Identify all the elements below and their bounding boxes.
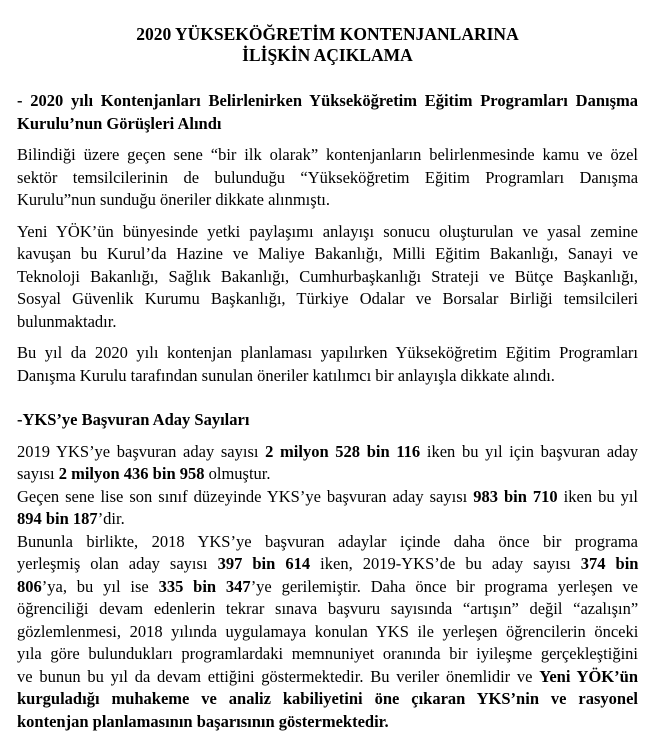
paragraph-line: bulunmaktadır. [17,311,117,331]
section-heading-advisory-board [17,90,638,135]
paragraph-line-bold: kontenjan planlamasının başarısının göstermektedir. [17,711,389,731]
paragraph-line: öğrenciliği devam edenlerin tekrar sınava başvuru sayısında “artışın” değil “azalışın” [17,599,639,618]
paragraph-line: 806’ya, bu yıl ise 335 bin 347’ye gerilemiştir. Daha önce bir programa yerleşen ve [17,576,638,596]
stat-2019-applicants: 2 milyon 528 bin 116 [265,441,421,461]
paragraph-applicant-statistics [17,441,638,734]
paragraph-line-bold: kurguladığı muhakeme ve analiz kabiliyetini öne çıkaran YKS’nin ve rasyonel [17,689,638,708]
paragraph-line: Bununla birlikte, 2018 YKS’ye başvuran adaylar içinde daha önce bir programa [17,531,638,551]
stat-placed-2020: 335 bin 347 [158,576,251,596]
paragraph-line: Bilindiği üzere geçen sene “bir ilk olarak” kontenjanların belirlenmesinde kamu ve özel [17,145,638,164]
paragraph-line: kavuşan bu Kurul’da Hazine ve Maliye Bakanlığı, Milli Eğitim Bakanlığı, Sanayi ve [17,244,638,263]
paragraph-line: Danışma Kurulu tarafından sunulan öneriler katılımcı bir anlayışla dikkate alındı. [17,365,555,385]
paragraph-line: yerleşmiş olan aday sayısı 397 bin 614 iken, 2019-YKS’de bu aday sayısı 374 bin [17,554,639,573]
paragraph-line: Bu yıl da 2020 yılı kontenjan planlaması yapılırken Yükseköğretim Eğitim Programları [17,343,638,362]
title-line-2: İLİŞKİN AÇIKLAMA [242,45,413,65]
paragraph-board-members [17,221,638,334]
stat-placed-2019-part2: 806 [17,576,42,596]
paragraph-line: gözlemlenmesi, 2018 yılında uygulamaya konulan YKS ile yerleşen öğrencilerin önceki [17,621,639,641]
paragraph-line: Kurulu”nun sunduğu öneriler dikkate alınmıştı. [17,190,330,209]
title-line-1: 2020 YÜKSEKÖĞRETİM KONTENJANLARINA [136,24,519,44]
heading-line: - 2020 yılı Kontenjanları Belirlenirken Yükseköğretim Eğitim Programları Danışma [17,91,638,110]
stat-placed-2018: 397 bin 614 [217,554,311,573]
paragraph-this-year [17,342,638,387]
paragraph-line: Yeni YÖK’ün bünyesinde yetki paylaşımı anlayışı sonucu oluşturulan ve yasal zemine [17,221,638,241]
document-title [17,0,638,66]
heading-line: -YKS’ye Başvuran Aday Sayıları [17,410,250,429]
paragraph-line: sayısı 2 milyon 436 bin 958 olmuştur. [17,464,271,483]
paragraph-line: 2019 YKS’ye başvuran aday sayısı 2 milyon 528 bin 116 iken bu yıl için başvuran aday [17,441,638,461]
paragraph-line: ve bunun bu yıl da devam ettiğini göstermektedir. Bu veriler önemlidir ve Yeni YÖK’ün [17,666,638,686]
paragraph-line: sektör temsilcilerinin de bulunduğu “Yükseköğretim Eğitim Programları Danışma [17,167,639,187]
stat-senior-this-year: 894 bin 187 [17,509,98,528]
paragraph-line: Sosyal Güvenlik Kurumu Başkanlığı, Türkiye Odalar ve Borsalar Birliği temsilcileri [17,289,638,308]
stat-senior-last-year: 983 bin 710 [473,486,558,506]
section-heading-applicant-counts [17,409,638,432]
paragraph-line: 894 bin 187’dir. [17,509,125,528]
paragraph-line: yıla göre bulundukları programlardaki memnuniyet oranında bir iyileşme gerçekleştiğini [17,644,638,663]
paragraph-line: Teknoloji Bakanlığı, Sağlık Bakanlığı, Cumhurbaşkanlığı Strateji ve Bütçe Başkanlığı, [17,266,639,286]
paragraph-line: Geçen sene lise son sınıf düzeyinde YKS’ye başvuran aday sayısı 983 bin 710 iken bu yıl [17,486,639,506]
stat-placed-2019-part1: 374 bin [580,554,639,573]
stat-2020-applicants: 2 milyon 436 bin 958 [58,464,205,483]
paragraph-previous-year [17,144,638,212]
heading-line: Kurulu’nun Görüşleri Alındı [17,113,222,133]
